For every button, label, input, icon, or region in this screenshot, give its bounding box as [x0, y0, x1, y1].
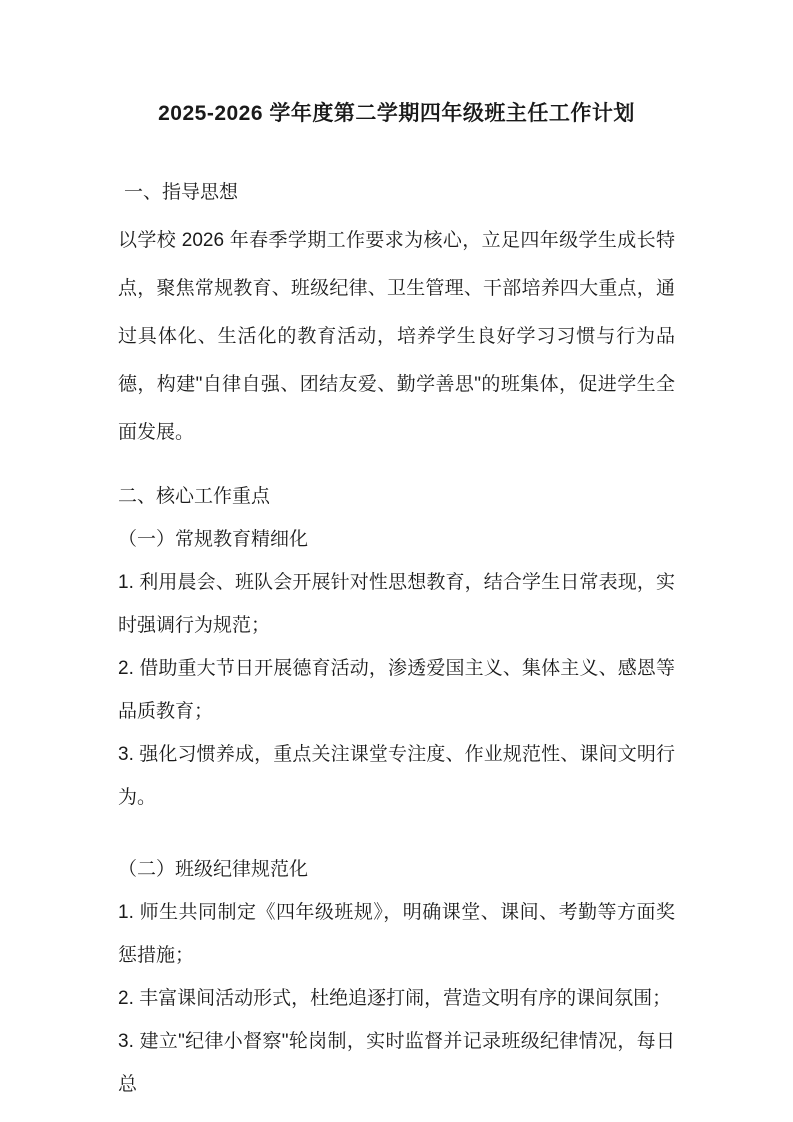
- guiding-thought-paragraph: 以学校 2026 年春季学期工作要求为核心，立足四年级学生成长特点，聚焦常规教育、班级纪律、卫生管理、干部培养四大重点，通过具体化、生活化的教育活动，培养学生良好学习习惯与行为品德，构建"自律自强、团结友爱、勤学善思"的班集体，促进学生全面发展。: [118, 230, 675, 443]
- class-discipline-item-3: 3. 建立"纪律小督察"轮岗制，实时监督并记录班级纪律情况，每日总: [118, 1031, 675, 1095]
- routine-education-item-3: 3. 强化习惯养成，重点关注课堂专注度、作业规范性、课间文明行为。: [118, 744, 675, 808]
- class-discipline-item-1: 1. 师生共同制定《四年级班规》，明确课堂、课间、考勤等方面奖惩措施；: [118, 902, 675, 966]
- class-discipline-heading: （二）班级纪律规范化: [118, 859, 309, 880]
- subsection-class-discipline: [118, 848, 675, 1106]
- guiding-thought-heading: 一、指导思想: [124, 182, 239, 203]
- class-discipline-item-2: 2. 丰富课间活动形式，杜绝追逐打闹，营造文明有序的课间氛围；: [118, 988, 672, 1009]
- routine-education-item-2: 2. 借助重大节日开展德育活动，渗透爱国主义、集体主义、感恩等品质教育；: [118, 658, 675, 722]
- section-core-work: [118, 475, 675, 1106]
- subsection-routine-education: [118, 518, 675, 819]
- document-title: 2025-2026 学年度第二学期四年级班主任工作计划: [158, 102, 635, 125]
- section-guiding-thought: [118, 169, 675, 457]
- routine-education-heading: （一）常规教育精细化: [118, 529, 309, 550]
- routine-education-item-1: 1. 利用晨会、班队会开展针对性思想教育，结合学生日常表现，实时强调行为规范；: [118, 572, 675, 636]
- core-work-heading: 二、核心工作重点: [118, 486, 271, 507]
